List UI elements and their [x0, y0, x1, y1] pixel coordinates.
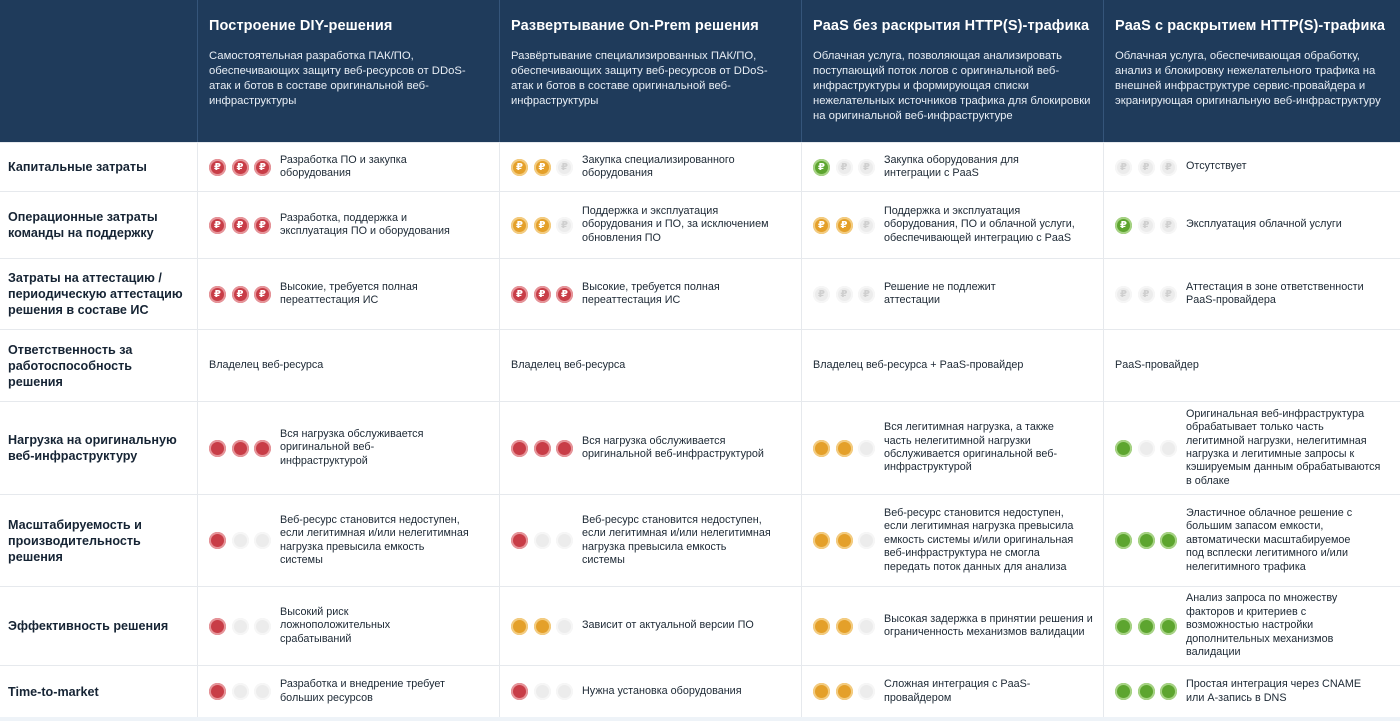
- ruble-icon: [1160, 159, 1177, 176]
- column-header-paas-decrypt: [1103, 0, 1400, 142]
- ruble-icon: [209, 286, 226, 303]
- ruble-icon: [534, 217, 551, 234]
- table-cell: [499, 494, 801, 586]
- ruble-icon: [858, 217, 875, 234]
- rating-dot-icon: [1138, 532, 1155, 549]
- ruble-icon: [1138, 286, 1155, 303]
- rating-dots: [511, 286, 582, 303]
- table-cell: [197, 401, 499, 494]
- ruble-icon: [1115, 217, 1132, 234]
- cell-text: Оригинальная веб-инфраструктура обрабатывает только часть легитимной нагрузки, нелегитимная нагрузка и легитимные запросы к кэшируемым данным обрабатываются в облаке: [1186, 407, 1381, 487]
- ruble-icon: [836, 286, 853, 303]
- header-corner: [0, 0, 197, 142]
- column-title: PaaS с раскрытием HTTP(S)-трафика: [1115, 18, 1385, 34]
- table-cell: [1103, 142, 1400, 191]
- cell-text: Веб-ресурс становится недоступен, если легитимная нагрузка превысила емкость системы и/или оригинальная веб-инфраструктура не смогла передать поток данных для анализа: [884, 506, 1074, 573]
- ruble-icon: [556, 159, 573, 176]
- cell-text: Анализ запроса по множеству факторов и критериев с возможностью настройки дополнительных механизмов валидации: [1186, 592, 1338, 659]
- ruble-icon: [836, 217, 853, 234]
- rating-dot-icon: [209, 440, 226, 457]
- cell-text: Высокий риск ложноположительных срабатываний: [280, 605, 391, 645]
- ruble-icon: [1115, 159, 1132, 176]
- rating-dot-icon: [511, 618, 528, 635]
- cell-text: Владелец веб-ресурса: [511, 358, 626, 371]
- rating-dot-icon: [1160, 618, 1177, 635]
- row-label: Эффективность решения: [0, 586, 197, 665]
- table-cell: [499, 586, 801, 665]
- rating-dot-icon: [1115, 683, 1132, 700]
- table-cell: [197, 191, 499, 258]
- cell-text: Закупка специализированного оборудования: [582, 153, 735, 179]
- rating-dots: [813, 532, 884, 549]
- rating-dots: [1115, 217, 1186, 234]
- rating-dot-icon: [1160, 683, 1177, 700]
- cell-text: Зависит от актуальной версии ПО: [582, 619, 754, 632]
- cell-text: Веб-ресурс становится недоступен, если легитимная и/или нелегитимная нагрузка превысила емкость системы: [280, 513, 469, 566]
- rating-dot-icon: [254, 618, 271, 635]
- cell-text: Простая интеграция через CNAME или A-запись в DNS: [1186, 678, 1362, 704]
- rating-dots: [511, 532, 582, 549]
- column-header-diy: [197, 0, 499, 142]
- table-cell: [1103, 191, 1400, 258]
- ruble-icon: [254, 159, 271, 176]
- cell-text: Высокие, требуется полная переаттестация ИС: [280, 280, 418, 306]
- row-label: Time-to-market: [0, 665, 197, 717]
- ruble-icon: [254, 217, 271, 234]
- column-description: Облачная услуга, позволяющая анализировать поступающий поток логов с оригинальной веб-инфраструктуры и формирующая списки нежелательных источников трафика для блокировки на оригинальной веб-инфраструктуре: [813, 50, 1091, 122]
- rating-dots: [511, 159, 582, 176]
- rating-dot-icon: [556, 440, 573, 457]
- cell-text: Поддержка и эксплуатация оборудования, ПО и облачной услуги, обеспечивающей интеграцию с PaaS: [884, 204, 1075, 244]
- rating-dot-icon: [813, 618, 830, 635]
- ruble-icon: [511, 217, 528, 234]
- cell-text: Закупка оборудования для интеграции с PaaS: [884, 153, 1019, 179]
- rating-dot-icon: [232, 618, 249, 635]
- rating-dot-icon: [209, 683, 226, 700]
- table-cell: [1103, 401, 1400, 494]
- row-label: Затраты на аттестацию / периодическую аттестацию решения в составе ИС: [0, 258, 197, 329]
- rating-dot-icon: [556, 683, 573, 700]
- rating-dots: [209, 217, 280, 234]
- ruble-icon: [209, 217, 226, 234]
- ruble-icon: [858, 286, 875, 303]
- rating-dot-icon: [511, 440, 528, 457]
- rating-dots: [1115, 532, 1186, 549]
- rating-dot-icon: [1160, 532, 1177, 549]
- ruble-icon: [813, 286, 830, 303]
- ruble-icon: [232, 286, 249, 303]
- rating-dot-icon: [534, 683, 551, 700]
- ruble-icon: [1138, 217, 1155, 234]
- table-cell: [1103, 494, 1400, 586]
- table-cell: [499, 191, 801, 258]
- table-cell: [197, 665, 499, 717]
- rating-dot-icon: [836, 440, 853, 457]
- ruble-icon: [556, 286, 573, 303]
- rating-dot-icon: [1115, 532, 1132, 549]
- cell-text: Сложная интеграция с PaaS-провайдером: [884, 678, 1031, 704]
- cell-text: Владелец веб-ресурса: [209, 358, 324, 371]
- table-cell: [1103, 258, 1400, 329]
- rating-dots: [1115, 440, 1186, 457]
- ruble-icon: [232, 159, 249, 176]
- rating-dot-icon: [254, 683, 271, 700]
- rating-dot-icon: [1160, 440, 1177, 457]
- table-cell: [801, 329, 1103, 401]
- rating-dot-icon: [209, 618, 226, 635]
- cell-text: Аттестация в зоне ответственности PaaS-провайдера: [1186, 280, 1364, 306]
- rating-dots: [1115, 683, 1186, 700]
- rating-dot-icon: [254, 532, 271, 549]
- table-cell: [499, 258, 801, 329]
- row-label: Капитальные затраты: [0, 142, 197, 191]
- cell-text: Вся легитимная нагрузка, а также часть нелегитимной нагрузки обслуживается оригинальной веб-инфраструктурой: [884, 421, 1058, 474]
- table-cell: [801, 494, 1103, 586]
- row-label: Ответственность за работоспособность решения: [0, 329, 197, 401]
- rating-dots: [813, 683, 884, 700]
- rating-dots: [813, 618, 884, 635]
- rating-dot-icon: [813, 532, 830, 549]
- column-description: Самостоятельная разработка ПАК/ПО, обеспечивающих защиту веб-ресурсов от DDoS-атак и ботов в составе оригинальной веб-инфраструктуры: [209, 50, 466, 107]
- table-cell: [801, 401, 1103, 494]
- ruble-icon: [556, 217, 573, 234]
- table-cell: [801, 665, 1103, 717]
- rating-dots: [209, 286, 280, 303]
- cell-text: PaaS-провайдер: [1115, 358, 1199, 371]
- ruble-icon: [1138, 159, 1155, 176]
- rating-dots: [209, 159, 280, 176]
- row-label: Операционные затраты команды на поддержку: [0, 191, 197, 258]
- table-cell: [197, 586, 499, 665]
- rating-dot-icon: [836, 532, 853, 549]
- column-description: Развёртывание специализированных ПАК/ПО, обеспечивающих защиту веб-ресурсов от DDoS-атак и ботов в составе оригинальной веб-инфраструктуры: [511, 50, 768, 107]
- rating-dot-icon: [1138, 618, 1155, 635]
- cell-text: Поддержка и эксплуатация оборудования и ПО, за исключением обновления ПО: [582, 204, 769, 244]
- rating-dots: [511, 440, 582, 457]
- ruble-icon: [511, 286, 528, 303]
- table-cell: [1103, 586, 1400, 665]
- ruble-icon: [1160, 217, 1177, 234]
- table-cell: [499, 329, 801, 401]
- rating-dot-icon: [1138, 440, 1155, 457]
- rating-dot-icon: [232, 532, 249, 549]
- rating-dot-icon: [511, 683, 528, 700]
- cell-text: Владелец веб-ресурса + PaaS-провайдер: [813, 358, 1024, 371]
- column-title: PaaS без раскрытия HTTP(S)-трафика: [813, 18, 1090, 34]
- cell-text: Разработка ПО и закупка оборудования: [280, 153, 407, 179]
- cell-text: Веб-ресурс становится недоступен, если легитимная и/или нелегитимная нагрузка превысила емкость системы: [582, 513, 771, 566]
- rating-dot-icon: [511, 532, 528, 549]
- row-label: Масштабируемость и производительность решения: [0, 494, 197, 586]
- cell-text: Высокие, требуется полная переаттестация ИС: [582, 280, 720, 306]
- rating-dot-icon: [534, 618, 551, 635]
- rating-dot-icon: [858, 618, 875, 635]
- rating-dots: [813, 159, 884, 176]
- rating-dot-icon: [836, 683, 853, 700]
- table-cell: [1103, 665, 1400, 717]
- ruble-icon: [534, 159, 551, 176]
- rating-dot-icon: [858, 532, 875, 549]
- column-title: Развертывание On-Prem решения: [511, 18, 759, 34]
- ruble-icon: [813, 217, 830, 234]
- table-cell: [197, 258, 499, 329]
- rating-dot-icon: [1115, 618, 1132, 635]
- rating-dot-icon: [556, 532, 573, 549]
- cell-text: Эксплуатация облачной услуги: [1186, 218, 1342, 231]
- ruble-icon: [511, 159, 528, 176]
- table-cell: [1103, 329, 1400, 401]
- ruble-icon: [836, 159, 853, 176]
- rating-dots: [813, 286, 884, 303]
- rating-dots: [511, 683, 582, 700]
- rating-dots: [209, 618, 280, 635]
- rating-dot-icon: [858, 440, 875, 457]
- table-bottom-strip: [0, 717, 1400, 721]
- rating-dot-icon: [232, 440, 249, 457]
- ruble-icon: [534, 286, 551, 303]
- rating-dots: [209, 440, 280, 457]
- ruble-icon: [232, 217, 249, 234]
- table-cell: [197, 329, 499, 401]
- rating-dot-icon: [534, 532, 551, 549]
- cell-text: Высокая задержка в принятии решения и ограниченность механизмов валидации: [884, 612, 1093, 638]
- table-cell: [801, 191, 1103, 258]
- table-cell: [801, 586, 1103, 665]
- table-cell: [499, 142, 801, 191]
- rating-dot-icon: [813, 440, 830, 457]
- cell-text: Нужна установка оборудования: [582, 684, 742, 697]
- rating-dots: [209, 532, 280, 549]
- rating-dot-icon: [534, 440, 551, 457]
- rating-dot-icon: [1138, 683, 1155, 700]
- rating-dot-icon: [836, 618, 853, 635]
- cell-text: Разработка, поддержка и эксплуатация ПО и оборудования: [280, 211, 450, 237]
- rating-dot-icon: [813, 683, 830, 700]
- table-cell: [197, 142, 499, 191]
- rating-dot-icon: [1115, 440, 1132, 457]
- ruble-icon: [254, 286, 271, 303]
- ruble-icon: [858, 159, 875, 176]
- column-header-onprem: [499, 0, 801, 142]
- cell-text: Решение не подлежит аттестации: [884, 280, 996, 306]
- rating-dots: [813, 217, 884, 234]
- ruble-icon: [209, 159, 226, 176]
- rating-dot-icon: [254, 440, 271, 457]
- cell-text: Эластичное облачное решение с большим запасом емкости, автоматически масштабируемое под всплески легитимного и/или нелегитимного трафика: [1186, 506, 1353, 573]
- cell-text: Вся нагрузка обслуживается оригинальной веб-инфраструктурой: [280, 427, 424, 467]
- rating-dots: [813, 440, 884, 457]
- cell-text: Вся нагрузка обслуживается оригинальной веб-инфраструктурой: [582, 434, 764, 460]
- cell-text: Отсутствует: [1186, 160, 1247, 173]
- rating-dots: [209, 683, 280, 700]
- ruble-icon: [1160, 286, 1177, 303]
- row-label: Нагрузка на оригинальную веб-инфраструктуру: [0, 401, 197, 494]
- cell-text: Разработка и внедрение требует больших ресурсов: [280, 678, 445, 704]
- table-cell: [197, 494, 499, 586]
- rating-dot-icon: [209, 532, 226, 549]
- table-cell: [499, 401, 801, 494]
- ruble-icon: [813, 159, 830, 176]
- rating-dot-icon: [232, 683, 249, 700]
- ruble-icon: [1115, 286, 1132, 303]
- table-cell: [499, 665, 801, 717]
- rating-dots: [1115, 159, 1186, 176]
- rating-dots: [1115, 618, 1186, 635]
- rating-dots: [511, 217, 582, 234]
- column-header-paas-no-decrypt: [801, 0, 1103, 142]
- table-cell: [801, 142, 1103, 191]
- column-title: Построение DIY-решения: [209, 18, 393, 34]
- column-description: Облачная услуга, обеспечивающая обработку, анализ и блокировку нежелательного трафика на внешней инфраструктуре сервис-провайдера и экранирующая оригинальную веб-инфраструктуру: [1115, 50, 1381, 107]
- rating-dots: [511, 618, 582, 635]
- rating-dots: [1115, 286, 1186, 303]
- table-cell: [801, 258, 1103, 329]
- rating-dot-icon: [556, 618, 573, 635]
- rating-dot-icon: [858, 683, 875, 700]
